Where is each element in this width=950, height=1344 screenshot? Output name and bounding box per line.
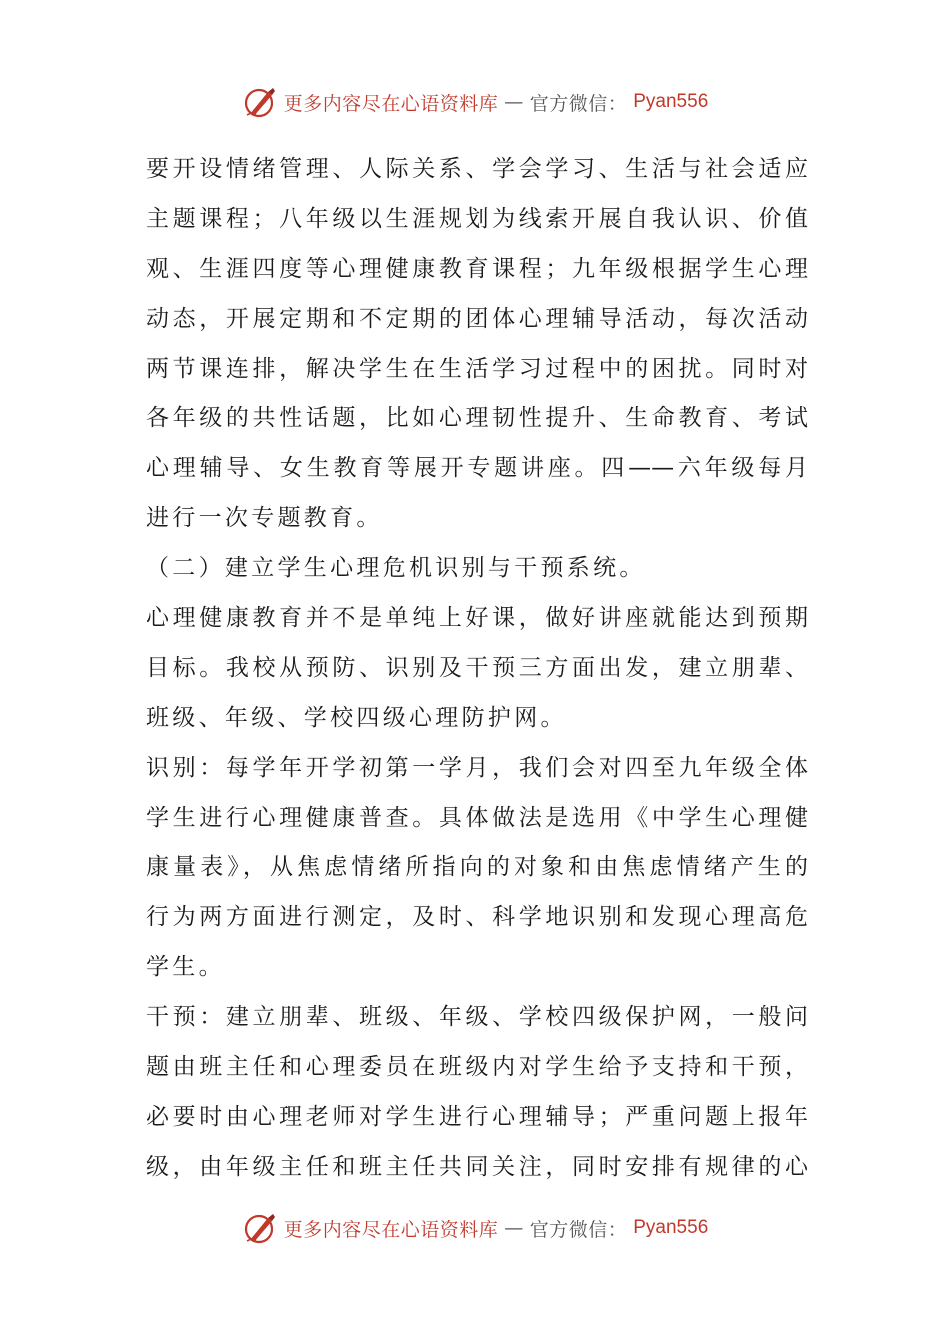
- watermark-site-text: 更多内容尽在心语资料库: [283, 92, 499, 115]
- text-line: 动态，开展定期和不定期的团体心理辅导活动，每次活动: [146, 305, 808, 332]
- watermark-dash: —: [504, 91, 524, 113]
- watermark-wechat-id: Pyan556: [633, 1217, 709, 1238]
- watermark-wechat-id: Pyan556: [633, 91, 709, 112]
- text-line: 干预：建立朋辈、班级、年级、学校四级保护网，一般问: [146, 1004, 808, 1031]
- watermark-dash: —: [504, 1217, 524, 1239]
- pen-logo-icon: [242, 84, 278, 120]
- text-line: 目标。我校从预防、识别及干预三方面出发，建立朋辈、: [146, 654, 808, 681]
- header-watermark: [0, 82, 950, 122]
- text-line: 各年级的共性话题，比如心理韧性提升、生命教育、考试: [146, 405, 808, 432]
- text-line: 进行一次专题教育。: [146, 505, 383, 532]
- document-body: [146, 145, 808, 1193]
- text-line: 级，由年级主任和班主任共同关注，同时安排有规律的心: [146, 1153, 808, 1180]
- text-line: 学生。: [146, 954, 225, 981]
- text-line: 行为两方面进行测定，及时、科学地识别和发现心理高危: [146, 904, 808, 931]
- text-line: 题由班主任和心理委员在班级内对学生给予支持和干预，: [146, 1054, 808, 1081]
- text-line: 康量表》，从焦虑情绪所指向的对象和由焦虑情绪产生的: [146, 854, 808, 881]
- text-line: 主题课程；八年级以生涯规划为线索开展自我认识、价值: [146, 205, 808, 232]
- text-line: 班级、年级、学校四级心理防护网。: [146, 704, 567, 731]
- text-line: 心理辅导、女生教育等展开专题讲座。四——六年级每月: [146, 455, 808, 482]
- watermark-official-text: 官方微信：: [529, 1218, 628, 1241]
- watermark-site-text: 更多内容尽在心语资料库: [283, 1218, 499, 1241]
- text-line: 两节课连排，解决学生在生活学习过程中的困扰。同时对: [146, 355, 808, 382]
- watermark-official-text: 官方微信：: [529, 92, 628, 115]
- text-line: 要开设情绪管理、人际关系、学会学习、生活与社会适应: [146, 156, 808, 182]
- text-line: 必要时由心理老师对学生进行心理辅导；严重问题上报年: [146, 1103, 808, 1130]
- text-line: 观、生涯四度等心理健康教育课程；九年级根据学生心理: [146, 255, 808, 282]
- footer-watermark: [0, 1208, 950, 1248]
- text-line: 识别：每学年开学初第一学月，我们会对四至九年级全体: [146, 754, 808, 781]
- section-heading: （二）建立学生心理危机识别与干预系统。: [146, 555, 646, 582]
- text-line: 学生进行心理健康普查。具体做法是选用《中学生心理健: [146, 804, 808, 831]
- text-line: 心理健康教育并不是单纯上好课，做好讲座就能达到预期: [146, 605, 808, 632]
- pen-logo-icon: [242, 1210, 278, 1246]
